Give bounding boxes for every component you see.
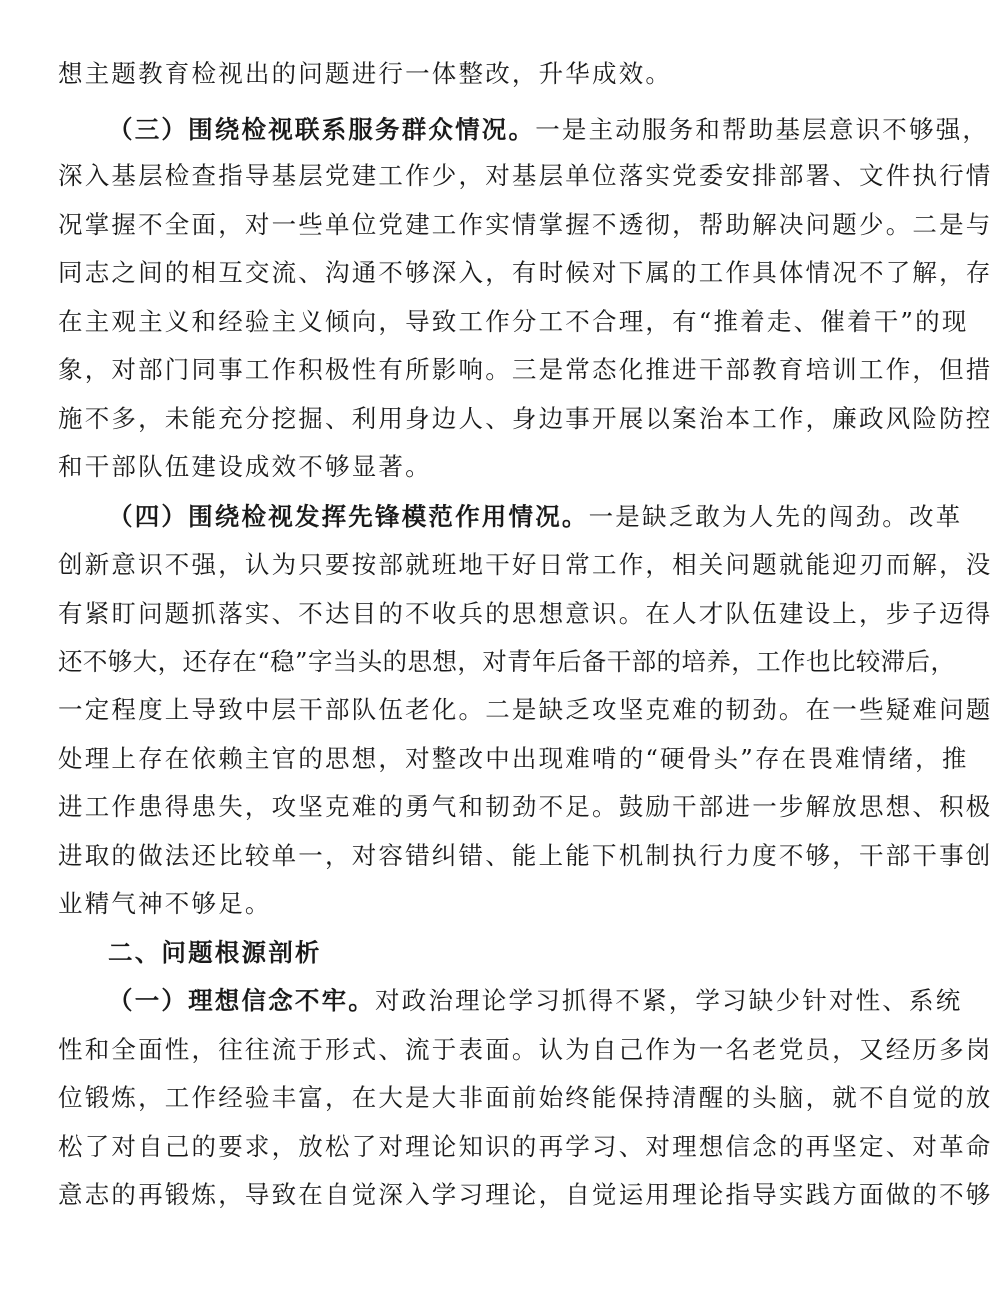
paragraph-line xyxy=(58,686,993,734)
line-text: 处理上存在依赖主官的思想，对整改中出现难啃的“硬骨头”存在畏难情绪，推 xyxy=(58,744,969,773)
paragraph-line xyxy=(58,880,878,928)
paragraph-line xyxy=(58,298,969,346)
paragraph-line xyxy=(58,783,993,831)
line-text: 性和全面性，往往流于形式、流于表面。认为自己作为一名老党员，又经历多岗 xyxy=(58,1035,993,1064)
paragraph-line xyxy=(58,1171,993,1219)
paragraph-line xyxy=(58,638,956,686)
paragraph-line xyxy=(58,201,993,249)
line-text: 还不够大，还存在“稳”字当头的思想，对青年后备干部的培养，工作也比较滞后， xyxy=(58,647,956,676)
line-text: 一定程度上导致中层干部队伍老化。二是缺乏攻坚克难的韧劲。在一些疑难问题 xyxy=(58,695,993,724)
line-text: 进工作患得患失，攻坚克难的勇气和韧劲不足。鼓励干部进一步解放思想、积极 xyxy=(58,792,993,821)
paragraph-line xyxy=(58,152,993,200)
line-text: 深入基层检查指导基层党建工作少，对基层单位落实党委安排部署、文件执行情 xyxy=(58,161,993,190)
paragraph-line xyxy=(58,395,993,443)
paragraph-line xyxy=(58,735,969,783)
paragraph-line xyxy=(58,1074,993,1122)
line-text: 象，对部门同事工作积极性有所影响。三是常态化推进干部教育培训工作，但措 xyxy=(58,355,993,384)
section-heading-line xyxy=(108,106,990,154)
line-text: 况掌握不全面，对一些单位党建工作实情掌握不透彻，帮助解决问题少。二是与 xyxy=(58,210,993,239)
line-text: 想主题教育检视出的问题进行一体整改，升华成效。 xyxy=(58,59,673,88)
paragraph-line xyxy=(58,590,993,638)
line-text: 位锻炼，工作经验丰富，在大是大非面前始终能保持清醒的头脑，就不自觉的放 xyxy=(58,1083,993,1112)
line-text: 有紧盯问题抓落实、不达目的不收兵的思想意识。在人才队伍建设上，步子迈得 xyxy=(58,599,993,628)
line-text: 业精气神不够足。 xyxy=(58,889,272,918)
section-heading-1: （一）理想信念不牢。 xyxy=(108,986,375,1015)
line-text: 和干部队伍建设成效不够显著。 xyxy=(58,452,432,481)
section-heading-line xyxy=(108,493,963,541)
section-heading-3: （三）围绕检视联系服务群众情况。 xyxy=(108,115,536,144)
line-text: 同志之间的相互交流、沟通不够深入，有时候对下属的工作具体情况不了解，存 xyxy=(58,258,993,287)
section-heading-4: （四）围绕检视发挥先锋模范作用情况。 xyxy=(108,502,589,531)
line-text: 在主观主义和经验主义倾向，导致工作分工不合理，有“推着走、催着干”的现 xyxy=(58,307,969,336)
line-text: 进取的做法还比较单一，对容错纠错、能上能下机制执行力度不够，干部干事创 xyxy=(58,841,993,870)
section-heading-line xyxy=(108,977,963,1025)
paragraph-line xyxy=(58,1026,993,1074)
line-text: 创新意识不强，认为只要按部就班地干好日常工作，相关问题就能迎刃而解，没 xyxy=(58,550,993,579)
line-text: 松了对自己的要求，放松了对理论知识的再学习、对理想信念的再坚定、对革命 xyxy=(58,1132,993,1161)
paragraph-line xyxy=(58,541,993,589)
chapter-heading: 二、问题根源剖析 xyxy=(108,938,322,967)
line-text: 施不多，未能充分挖掘、利用身边人、身边事开展以案治本工作，廉政风险防控 xyxy=(58,404,993,433)
line-text: 意志的再锻炼，导致在自觉深入学习理论，自觉运用理论指导实践方面做的不够 xyxy=(58,1180,993,1209)
paragraph-line xyxy=(58,249,993,297)
paragraph-line xyxy=(58,346,993,394)
line-text: 一是主动服务和帮助基层意识不够强， xyxy=(535,115,990,144)
paragraph-line xyxy=(58,1123,993,1171)
line-text: 对政治理论学习抓得不紧，学习缺少针对性、系统 xyxy=(375,986,963,1015)
line-text: 一是缺乏敢为人先的闯劲。改革 xyxy=(588,502,963,531)
paragraph-line xyxy=(58,832,993,880)
paragraph-line xyxy=(58,50,878,98)
chapter-heading-line xyxy=(108,929,928,977)
paragraph-line xyxy=(58,443,878,491)
